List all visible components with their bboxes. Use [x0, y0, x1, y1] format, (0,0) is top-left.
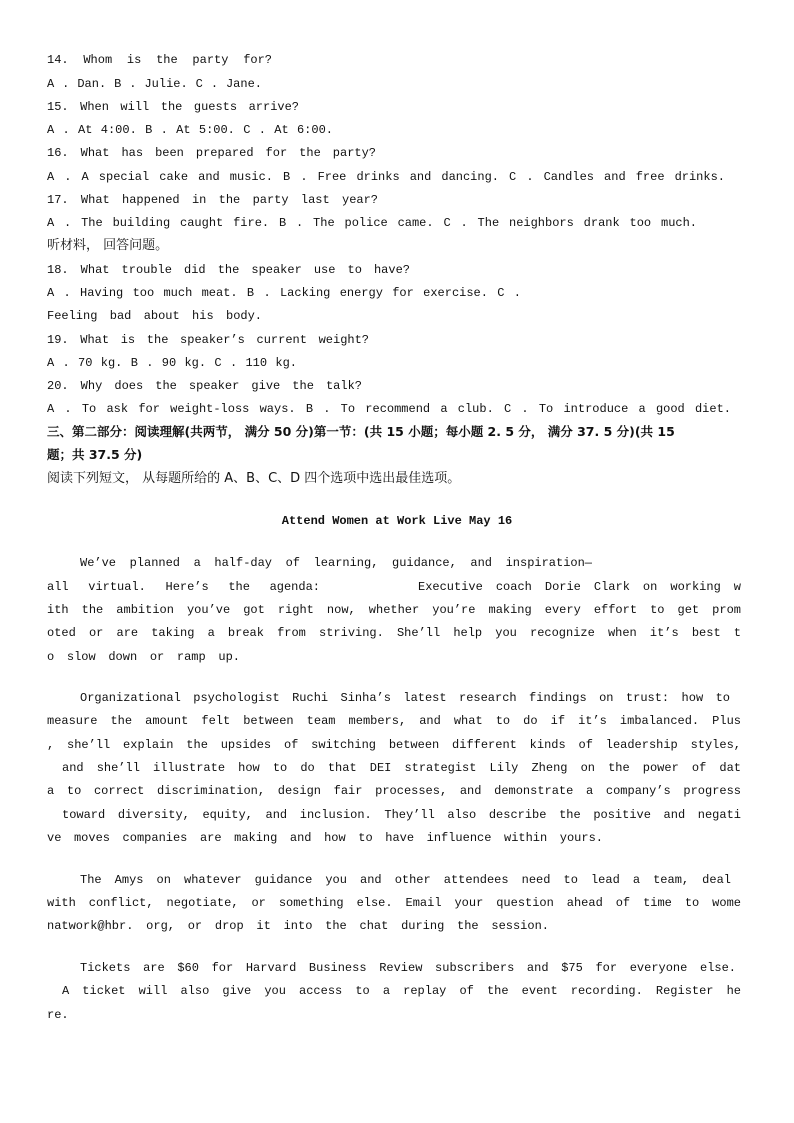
paragraph-1-line-5: o slow down or ramp up. [47, 650, 240, 664]
material-instruction: 听材料， 回答问题。 [47, 238, 169, 253]
question-15-options: A . At 4:00. B . At 5:00. C . At 6:00. [47, 123, 333, 137]
passage-title: Attend Women at Work Live May 16 [281, 514, 513, 528]
paragraph-4-line-3: re. [47, 1008, 69, 1022]
paragraph-2-line-1: Organizational psychologist Ruchi Sinha’s latest research findings on trust: how to [80, 691, 730, 705]
paragraph-2-line-5: a to correct discrimination, design fair processes, and demonstrate a company’s progress [47, 784, 741, 798]
paragraph-1-line-2a: all virtual. Here’s the agenda: [47, 580, 320, 594]
paragraph-3-line-3: natwork@hbr. org, or drop it into the chat during the session. [47, 919, 549, 933]
paragraph-2-line-4: and she’ll illustrate how to do that DEI strategist Lily Zheng on the power of dat [62, 761, 741, 775]
paragraph-2-line-6: toward diversity, equity, and inclusion. They’ll also describe the positive and negati [62, 808, 741, 822]
question-14-options: A . Dan. B . Julie. C . Jane. [47, 77, 262, 91]
paragraph-2-line-2: measure the amount felt between team members, and what to do if it’s imbalanced. Plus [47, 714, 741, 728]
paragraph-1-line-2b: Executive coach Dorie Clark on working w [418, 580, 741, 594]
paragraph-1-line-1: We’ve planned a half-day of learning, guidance, and inspiration— [80, 556, 592, 570]
paragraph-3-line-1: The Amys on whatever guidance you and other attendees need to lead a team, deal [80, 873, 731, 887]
question-18-stem: 18. What trouble did the speaker use to have? [47, 263, 410, 277]
paragraph-2-line-3: , she’ll explain the upsides of switching between different kinds of leadership styles, [47, 738, 741, 752]
section-header-continued: 题；共 37.5 分) [47, 447, 143, 462]
question-18-options: A . Having too much meat. B . Lacking energy for exercise. C . [47, 286, 521, 300]
question-19-stem: 19. What is the speaker’s current weight? [47, 333, 369, 347]
question-19-options: A . 70 kg. B . 90 kg. C . 110 kg. [47, 356, 297, 370]
paragraph-4-line-1: Tickets are $60 for Harvard Business Review subscribers and $75 for everyone else. [80, 961, 736, 975]
paragraph-4-line-2: A ticket will also give you access to a replay of the event recording. Register he [62, 984, 741, 998]
paragraph-3-line-2: with conflict, negotiate, or something else. Email your question ahead of time to wome [47, 896, 741, 910]
question-17-stem: 17. What happened in the party last year? [47, 193, 378, 207]
question-20-options: A . To ask for weight-loss ways. B . To recommend a club. C . To introduce a good diet. [47, 402, 731, 416]
reading-instruction: 阅读下列短文， 从每题所给的 A、B、C、D 四个选项中选出最佳选项。 [47, 471, 461, 486]
paragraph-1-line-3: ith the ambition you’ve got right now, whether you’re making every effort to get prom [47, 603, 741, 617]
question-16-stem: 16. What has been prepared for the party? [47, 146, 376, 160]
question-20-stem: 20. Why does the speaker give the talk? [47, 379, 362, 393]
question-15-stem: 15. When will the guests arrive? [47, 100, 299, 114]
question-16-options: A . A special cake and music. B . Free drinks and dancing. C . Candles and free drinks. [47, 170, 725, 184]
question-17-options: A . The building caught fire. B . The police came. C . The neighbors drank too much. [47, 216, 697, 230]
question-18-options-continued: Feeling bad about his body. [47, 309, 262, 323]
question-14-stem: 14. Whom is the party for? [47, 53, 272, 67]
section-header: 三、第二部分：阅读理解(共两节， 满分 50 分)第一节：(共 15 小题；每小题 2. 5 分， 满分 37. 5 分)(共 15 [47, 424, 675, 439]
paragraph-1-line-4: oted or are taking a break from striving. She’ll help you recognize when it’s best t [47, 626, 741, 640]
paragraph-2-line-7: ve moves companies are making and how to have influence within yours. [47, 831, 603, 845]
